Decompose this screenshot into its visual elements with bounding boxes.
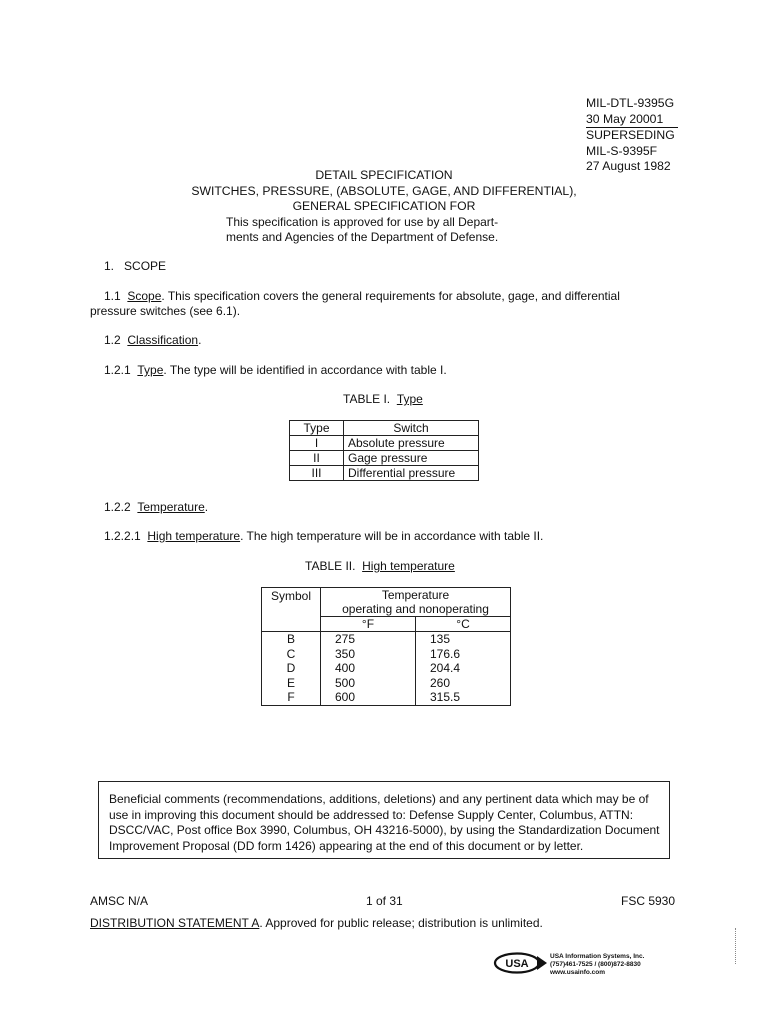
distribution-heading: DISTRIBUTION STATEMENT A xyxy=(90,916,260,930)
table-cell: 400 xyxy=(335,661,356,675)
table-cell: III xyxy=(290,466,344,481)
section-1-1-continuation: pressure switches (see 6.1). xyxy=(90,304,241,318)
amsc-label: AMSC N/A xyxy=(90,894,149,908)
document-identifier-block xyxy=(586,96,678,175)
table-caption-text: Type xyxy=(396,392,423,406)
header-cell: Switch xyxy=(344,421,479,436)
section-heading: Scope xyxy=(127,289,162,303)
table-row xyxy=(290,451,479,466)
header-cell: Type xyxy=(290,421,344,436)
table-cell: 350 xyxy=(335,646,356,661)
table-cell: 600 xyxy=(335,690,356,704)
table-cell: Differential pressure xyxy=(344,466,479,481)
paragraph-text: . This specification covers the general requirements for absolute, gage, and differential xyxy=(161,289,620,303)
unit-celsius-cell: °C xyxy=(416,617,511,632)
table-label: TABLE II. xyxy=(305,559,356,573)
table-cell: 204.4 xyxy=(430,661,461,675)
paragraph-text: . The type will be identified in accordance with table I. xyxy=(163,363,447,377)
section-1-2-2-heading xyxy=(104,500,208,515)
title-line-2: SWITCHES, PRESSURE, (ABSOLUTE, GAGE, AND DIFFERENTIAL), xyxy=(191,183,577,198)
section-heading: Temperature xyxy=(137,500,205,514)
section-number: 1.1 xyxy=(104,289,121,303)
publisher-website: www.usainfo.com xyxy=(550,969,606,976)
approval-line-2: ments and Agencies of the Department of Defense. xyxy=(226,230,499,244)
table-2-caption xyxy=(305,559,455,574)
section-1-2-1-paragraph xyxy=(104,363,447,378)
table-cell: 176.6 xyxy=(430,646,461,661)
table-row xyxy=(290,466,479,481)
table-cell: 315.5 xyxy=(430,690,461,704)
table-row xyxy=(290,436,479,451)
usa-logo-icon xyxy=(493,952,547,974)
approval-line-1: This specification is approved for use by all Depart- xyxy=(226,215,499,229)
distribution-statement xyxy=(90,916,543,931)
table-cell: 500 xyxy=(335,675,356,690)
page-number: 1 of 31 xyxy=(366,894,403,908)
section-1-1-paragraph xyxy=(104,289,620,304)
table-cell: E xyxy=(286,675,295,690)
distribution-text: . Approved for public release; distribution is unlimited. xyxy=(259,916,543,930)
table-cell: B xyxy=(286,632,295,646)
table-row xyxy=(262,632,511,706)
section-number: 1.2.1 xyxy=(104,363,131,377)
table-header-row xyxy=(262,588,511,603)
comments-text: Beneficial comments (recommendations, additions, deletions) and any pertinent data which may be of use in improving this document should be addressed to: Defense Supply Center, Columbus, ATTN: DSCC/VAC, Post office Box 3990, Columbus, OH 43216-5000), by using the Standardization Document Improvement Proposal (DD form 1426) appearing at the end of this document or by letter. xyxy=(109,792,660,853)
table-cell: Absolute pressure xyxy=(344,436,479,451)
section-heading: Type xyxy=(137,363,164,377)
table-cell: I xyxy=(290,436,344,451)
table-cell: C xyxy=(286,646,296,661)
section-number: 1.2.2.1 xyxy=(104,529,141,543)
temperature-header-cell: Temperature xyxy=(321,588,511,603)
section-heading: High temperature xyxy=(147,529,241,543)
celsius-column xyxy=(416,632,511,706)
logo-text: USA xyxy=(505,958,529,970)
previous-document-number: MIL-S-9395F xyxy=(586,143,658,158)
scan-margin-marks xyxy=(735,928,738,964)
title-line-3: GENERAL SPECIFICATION FOR xyxy=(292,199,476,213)
section-number: 1.2 xyxy=(104,333,121,347)
table-label: TABLE I. xyxy=(343,392,391,406)
section-number: 1.2.2 xyxy=(104,500,131,514)
table-caption-text: High temperature xyxy=(362,559,455,573)
document-date: 30 May 20001 xyxy=(586,111,664,126)
fahrenheit-column xyxy=(321,632,416,706)
section-1-2-2-1-paragraph xyxy=(104,529,543,544)
table-cell: D xyxy=(286,661,296,675)
table-cell: 260 xyxy=(430,675,451,690)
approval-statement xyxy=(226,215,498,245)
temperature-subheader-cell: operating and nonoperating xyxy=(321,602,511,617)
superseding-label: SUPERSEDING xyxy=(586,128,675,142)
unit-fahrenheit-cell: °F xyxy=(321,617,416,632)
previous-document-date: 27 August 1982 xyxy=(586,159,671,173)
fsc-label: FSC 5930 xyxy=(621,894,676,908)
table-cell: 135 xyxy=(430,632,451,646)
heading-period: . xyxy=(198,333,202,347)
publisher-name: USA Information Systems, Inc. xyxy=(550,953,645,960)
table-cell: Gage pressure xyxy=(344,451,479,466)
heading-period: . xyxy=(204,500,209,514)
publisher-info xyxy=(550,953,644,977)
symbol-header-cell: Symbol xyxy=(262,588,321,632)
table-header-row xyxy=(290,421,479,436)
document-title xyxy=(0,168,768,215)
table-cell: F xyxy=(287,690,295,704)
document-number: MIL-DTL-9395G xyxy=(586,96,675,110)
publisher-phone: (757)461-7525 / (800)872-8830 xyxy=(550,961,641,968)
high-temperature-table xyxy=(261,587,511,706)
type-table xyxy=(289,420,479,481)
paragraph-text: . The high temperature will be in accordance with table II. xyxy=(240,529,544,543)
section-1-2-heading xyxy=(104,333,201,348)
title-line-1: DETAIL SPECIFICATION xyxy=(315,168,453,182)
section-number: 1. xyxy=(104,259,115,273)
table-cell: II xyxy=(290,451,344,466)
comments-box xyxy=(98,781,670,859)
table-1-caption xyxy=(343,392,423,407)
section-heading: Classification xyxy=(127,333,199,347)
table-cell: 275 xyxy=(335,632,356,646)
symbol-column xyxy=(262,632,321,706)
section-title: SCOPE xyxy=(124,259,167,273)
section-1-heading xyxy=(104,259,166,274)
